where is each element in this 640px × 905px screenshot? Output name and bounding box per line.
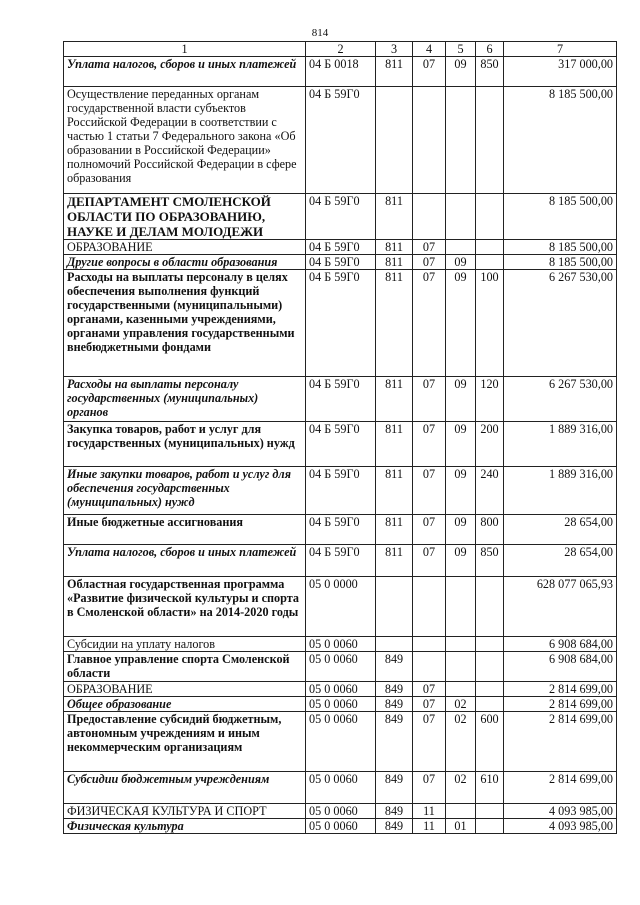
row-amount-cell: 4 093 985,00: [504, 804, 617, 819]
row-section-cell: 07: [413, 240, 446, 255]
row-ved-cell: 811: [376, 545, 413, 577]
row-subsection-cell: [446, 804, 476, 819]
row-ved-cell: 849: [376, 819, 413, 834]
row-amount-cell: 8 185 500,00: [504, 240, 617, 255]
row-amount-cell: 2 814 699,00: [504, 697, 617, 712]
row-expense-type-cell: [476, 819, 504, 834]
row-ved-cell: 811: [376, 270, 413, 377]
row-ved-cell: 811: [376, 194, 413, 240]
row-subsection-cell: 09: [446, 255, 476, 270]
row-section-cell: 07: [413, 515, 446, 545]
row-expense-type-cell: [476, 804, 504, 819]
row-amount-cell: 2 814 699,00: [504, 682, 617, 697]
row-expense-type-cell: 200: [476, 422, 504, 467]
row-subsection-cell: [446, 577, 476, 637]
row-subsection-cell: 01: [446, 819, 476, 834]
row-name-cell: Физическая культура: [64, 819, 306, 834]
row-amount-cell: 4 093 985,00: [504, 819, 617, 834]
row-amount-cell: 8 185 500,00: [504, 87, 617, 194]
row-amount-cell: 1 889 316,00: [504, 422, 617, 467]
row-amount-cell: 6 908 684,00: [504, 652, 617, 682]
row-name-cell: ФИЗИЧЕСКАЯ КУЛЬТУРА И СПОРТ: [64, 804, 306, 819]
row-code-cell: 04 Б 59Г0: [306, 240, 376, 255]
header-cell-4: 4: [413, 42, 446, 57]
row-ved-cell: 811: [376, 377, 413, 422]
row-subsection-cell: [446, 240, 476, 255]
row-ved-cell: 811: [376, 255, 413, 270]
table-row: [64, 772, 617, 804]
row-ved-cell: 811: [376, 515, 413, 545]
row-amount-cell: 8 185 500,00: [504, 194, 617, 240]
row-amount-cell: 28 654,00: [504, 515, 617, 545]
row-code-cell: 04 Б 59Г0: [306, 422, 376, 467]
table-row: [64, 712, 617, 772]
row-name-cell: Расходы на выплаты персоналу в целях обеспечения выполнения функций государственными (муниципальными) органами, казенными учреждениями, органами управления государственными внебюджетными фондами: [64, 270, 306, 377]
row-ved-cell: 849: [376, 772, 413, 804]
row-subsection-cell: 09: [446, 545, 476, 577]
row-name-cell: Общее образование: [64, 697, 306, 712]
header-cell-7: 7: [504, 42, 617, 57]
row-expense-type-cell: 850: [476, 545, 504, 577]
row-ved-cell: [376, 637, 413, 652]
row-subsection-cell: [446, 682, 476, 697]
row-name-cell: Уплата налогов, сборов и иных платежей: [64, 545, 306, 577]
row-subsection-cell: 02: [446, 712, 476, 772]
row-section-cell: [413, 637, 446, 652]
row-subsection-cell: 02: [446, 772, 476, 804]
row-ved-cell: 811: [376, 57, 413, 87]
row-code-cell: 04 Б 0018: [306, 57, 376, 87]
row-subsection-cell: 09: [446, 515, 476, 545]
table-row: [64, 422, 617, 467]
row-code-cell: 05 0 0060: [306, 652, 376, 682]
row-subsection-cell: 09: [446, 467, 476, 515]
row-section-cell: 07: [413, 682, 446, 697]
row-section-cell: 07: [413, 270, 446, 377]
row-section-cell: 07: [413, 422, 446, 467]
row-amount-cell: 6 267 530,00: [504, 377, 617, 422]
table-row: [64, 577, 617, 637]
table-row: [64, 87, 617, 194]
row-name-cell: Расходы на выплаты персоналу государственных (муниципальных) органов: [64, 377, 306, 422]
row-subsection-cell: [446, 194, 476, 240]
row-ved-cell: [376, 577, 413, 637]
row-name-cell: Иные бюджетные ассигнования: [64, 515, 306, 545]
row-code-cell: 05 0 0060: [306, 637, 376, 652]
row-expense-type-cell: 100: [476, 270, 504, 377]
row-name-cell: Уплата налогов, сборов и иных платежей: [64, 57, 306, 87]
header-cell-6: 6: [476, 42, 504, 57]
header-row: [64, 42, 617, 57]
table-row: [64, 377, 617, 422]
row-name-cell: Областная государственная программа «Развитие физической культуры и спорта в Смоленской области» на 2014-2020 годы: [64, 577, 306, 637]
row-subsection-cell: [446, 87, 476, 194]
table-row: [64, 467, 617, 515]
row-expense-type-cell: [476, 577, 504, 637]
row-code-cell: 04 Б 59Г0: [306, 377, 376, 422]
page-number: 814: [311, 27, 329, 39]
row-name-cell: ОБРАЗОВАНИЕ: [64, 682, 306, 697]
row-section-cell: [413, 194, 446, 240]
row-amount-cell: 8 185 500,00: [504, 255, 617, 270]
row-name-cell: ДЕПАРТАМЕНТ СМОЛЕНСКОЙ ОБЛАСТИ ПО ОБРАЗОВАНИЮ, НАУКЕ И ДЕЛАМ МОЛОДЕЖИ: [64, 194, 306, 240]
row-section-cell: [413, 577, 446, 637]
row-amount-cell: 6 908 684,00: [504, 637, 617, 652]
row-subsection-cell: 09: [446, 57, 476, 87]
row-ved-cell: 849: [376, 652, 413, 682]
row-ved-cell: 811: [376, 467, 413, 515]
table-row: [64, 515, 617, 545]
table-row: [64, 270, 617, 377]
row-section-cell: 07: [413, 712, 446, 772]
row-expense-type-cell: [476, 697, 504, 712]
row-code-cell: 05 0 0060: [306, 804, 376, 819]
header-cell-5: 5: [446, 42, 476, 57]
row-ved-cell: 849: [376, 697, 413, 712]
row-name-cell: Субсидии бюджетным учреждениям: [64, 772, 306, 804]
row-expense-type-cell: 600: [476, 712, 504, 772]
row-expense-type-cell: 610: [476, 772, 504, 804]
row-ved-cell: 849: [376, 804, 413, 819]
row-ved-cell: 849: [376, 682, 413, 697]
table-row: [64, 637, 617, 652]
row-expense-type-cell: [476, 637, 504, 652]
table-body: [64, 57, 617, 834]
row-subsection-cell: 09: [446, 422, 476, 467]
table-row: [64, 255, 617, 270]
row-code-cell: 04 Б 59Г0: [306, 515, 376, 545]
row-name-cell: Главное управление спорта Смоленской области: [64, 652, 306, 682]
row-expense-type-cell: [476, 652, 504, 682]
row-code-cell: 04 Б 59Г0: [306, 467, 376, 515]
row-code-cell: 05 0 0060: [306, 772, 376, 804]
table-row: [64, 804, 617, 819]
row-expense-type-cell: 240: [476, 467, 504, 515]
budget-table: [63, 41, 617, 834]
table-row: [64, 652, 617, 682]
row-ved-cell: [376, 87, 413, 194]
row-subsection-cell: 02: [446, 697, 476, 712]
row-section-cell: 11: [413, 804, 446, 819]
row-amount-cell: 1 889 316,00: [504, 467, 617, 515]
row-section-cell: 07: [413, 467, 446, 515]
table-row: [64, 819, 617, 834]
row-code-cell: 05 0 0060: [306, 682, 376, 697]
row-code-cell: 05 0 0060: [306, 819, 376, 834]
table-row: [64, 682, 617, 697]
header-cell-3: 3: [376, 42, 413, 57]
row-code-cell: 05 0 0060: [306, 712, 376, 772]
row-name-cell: Иные закупки товаров, работ и услуг для обеспечения государственных (муниципальных) нужд: [64, 467, 306, 515]
row-section-cell: 07: [413, 697, 446, 712]
row-code-cell: 04 Б 59Г0: [306, 87, 376, 194]
row-amount-cell: 317 000,00: [504, 57, 617, 87]
row-ved-cell: 811: [376, 240, 413, 255]
table-row: [64, 545, 617, 577]
table-row: [64, 57, 617, 87]
row-section-cell: [413, 87, 446, 194]
table-row: [64, 697, 617, 712]
row-section-cell: 07: [413, 377, 446, 422]
row-expense-type-cell: [476, 682, 504, 697]
row-section-cell: 07: [413, 57, 446, 87]
row-subsection-cell: 09: [446, 377, 476, 422]
row-ved-cell: 811: [376, 422, 413, 467]
row-expense-type-cell: [476, 87, 504, 194]
row-expense-type-cell: 850: [476, 57, 504, 87]
row-name-cell: ОБРАЗОВАНИЕ: [64, 240, 306, 255]
row-subsection-cell: 09: [446, 270, 476, 377]
row-code-cell: 04 Б 59Г0: [306, 270, 376, 377]
row-amount-cell: 2 814 699,00: [504, 772, 617, 804]
row-amount-cell: 628 077 065,93: [504, 577, 617, 637]
row-name-cell: Субсидии на уплату налогов: [64, 637, 306, 652]
row-subsection-cell: [446, 652, 476, 682]
row-section-cell: [413, 652, 446, 682]
row-code-cell: 04 Б 59Г0: [306, 545, 376, 577]
row-expense-type-cell: 120: [476, 377, 504, 422]
row-amount-cell: 6 267 530,00: [504, 270, 617, 377]
row-amount-cell: 2 814 699,00: [504, 712, 617, 772]
row-name-cell: Предоставление субсидий бюджетным, автономным учреждениям и иным некоммерческим организациям: [64, 712, 306, 772]
header-cell-1: 1: [64, 42, 306, 57]
row-amount-cell: 28 654,00: [504, 545, 617, 577]
table-row: [64, 194, 617, 240]
row-subsection-cell: [446, 637, 476, 652]
row-name-cell: Другие вопросы в области образования: [64, 255, 306, 270]
row-section-cell: 07: [413, 772, 446, 804]
header-cell-2: 2: [306, 42, 376, 57]
row-code-cell: 04 Б 59Г0: [306, 255, 376, 270]
row-expense-type-cell: [476, 240, 504, 255]
row-section-cell: 11: [413, 819, 446, 834]
row-code-cell: 04 Б 59Г0: [306, 194, 376, 240]
row-name-cell: Осуществление переданных органам государственной власти субъектов Российской Федерации в соответствии с частью 1 статьи 7 Федерального закона «Об образовании в Российской Федерации» полномочий Российской Федерации в сфере образования: [64, 87, 306, 194]
row-section-cell: 07: [413, 545, 446, 577]
row-expense-type-cell: [476, 255, 504, 270]
row-code-cell: 05 0 0000: [306, 577, 376, 637]
row-name-cell: Закупка товаров, работ и услуг для государственных (муниципальных) нужд: [64, 422, 306, 467]
row-ved-cell: 849: [376, 712, 413, 772]
table-row: [64, 240, 617, 255]
row-code-cell: 05 0 0060: [306, 697, 376, 712]
row-expense-type-cell: [476, 194, 504, 240]
row-section-cell: 07: [413, 255, 446, 270]
row-expense-type-cell: 800: [476, 515, 504, 545]
